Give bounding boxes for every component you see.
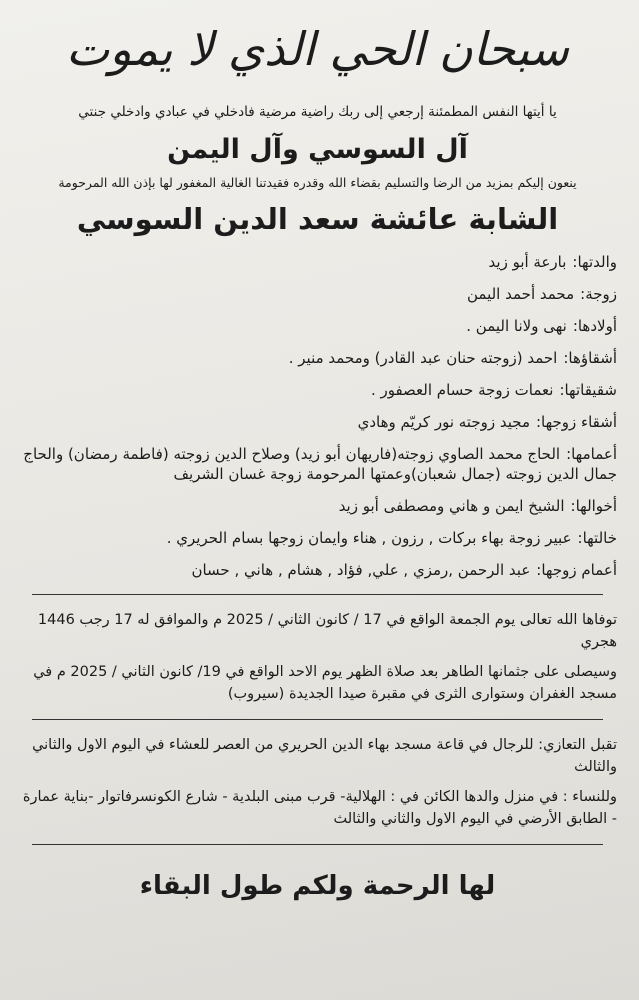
relative-label: زوجة: [580,285,617,303]
relative-label: أخوالها: [570,497,617,515]
relative-row [18,528,617,548]
relative-label: أعمامها: [566,445,617,463]
relative-label: والدتها: [572,253,617,271]
relative-names: عبد الرحمن ,رمزي , علي, فؤاد , هشام , هاني , حسان [191,561,531,579]
closing-phrase: لها الرحمة ولكم طول البقاء [139,871,496,901]
relative-names: الحاج محمد الصاوي زوجته(فاريهان أبو زيد) وصلاح الدين زوجته (فاطمة رمضان) والحاج جمال الدين زوجته (جمال شعبان)وعمتها المرحومة زوجة غسان الشريف [23,445,617,483]
divider [32,594,603,595]
relative-label: أعمام زوجها: [536,561,617,579]
relative-names: الشيخ ايمن و هاني ومصطفى أبو زيد [338,497,565,515]
relative-row [18,560,617,580]
condolences-men: تقبل التعازي: للرجال في قاعة مسجد بهاء الدين الحريري من العصر للعشاء في اليوم الاول والثاني والثالث [32,737,617,775]
relative-row [18,444,617,484]
relative-names: نهى ولانا اليمن . [466,317,567,335]
relative-names: مجيد زوجته نور كريّم وهادي [357,413,530,431]
death-notice: توفاها الله تعالى يوم الجمعة الواقع في 17 / كانون الثاني / 2025 م والموافق له 17 رجب 1446 هجري [37,612,617,650]
relative-label: أولادها: [572,317,617,335]
relative-label: خالتها: [577,529,617,547]
relative-row [18,380,617,400]
relative-names: عبير زوجة بهاء بركات , رزون , هناء وايمان زوجها بسام الحريري . [166,529,572,547]
relative-names: بارعة أبو زيد [488,253,567,271]
relative-names: محمد أحمد اليمن [467,285,575,303]
relative-names: احمد (زوجته حنان عبد القادر) ومحمد منير . [288,349,558,367]
relative-label: أشقاؤها: [563,349,617,367]
relative-row [18,252,617,272]
relative-row [18,348,617,368]
death-funeral-section [18,609,617,705]
relative-label: أشقاء زوجها: [535,413,617,431]
deceased-name: الشابة عائشة سعد الدين السوسي [76,202,559,236]
announcement: ينعون إليكم بمزيد من الرضا والتسليم بقضاء الله وقدره فقيدتنا الغالية المغفور لها بإذن الله المرحومة [58,175,577,190]
families-heading: آل السوسي وآل اليمن [167,134,468,165]
calligraphy-header: سبحان الحي الذي لا يموت [66,22,569,76]
relative-row [18,496,617,516]
condolences-section [18,734,617,830]
relative-row [18,284,617,304]
relative-row [18,412,617,432]
condolences-women: وللنساء : في منزل والدها الكائن في : الهلالية- قرب مبنى البلدية - شارع الكونسرفاتوار -بناية عمارة - الطابق الأرضي في اليوم الاول والثاني والثالث [22,789,617,827]
divider [32,719,603,720]
divider [32,844,603,845]
funeral-notice: وسيصلى على جثمانها الطاهر بعد صلاة الظهر يوم الاحد الواقع في 19/ كانون الثاني / 2025 م في مسجد الغفران وستوارى الثرى في مقبرة صيدا الجديدة (سيروب) [33,664,617,702]
relative-label: شقيقاتها: [559,381,617,399]
relatives-list [18,252,617,580]
relative-names: نعمات زوجة حسام العصفور . [370,381,554,399]
quran-verse: يا أيتها النفس المطمئنة إرجعي إلى ربك راضية مرضية فادخلي في عبادي وادخلي جنتي [78,104,557,120]
relative-row [18,316,617,336]
